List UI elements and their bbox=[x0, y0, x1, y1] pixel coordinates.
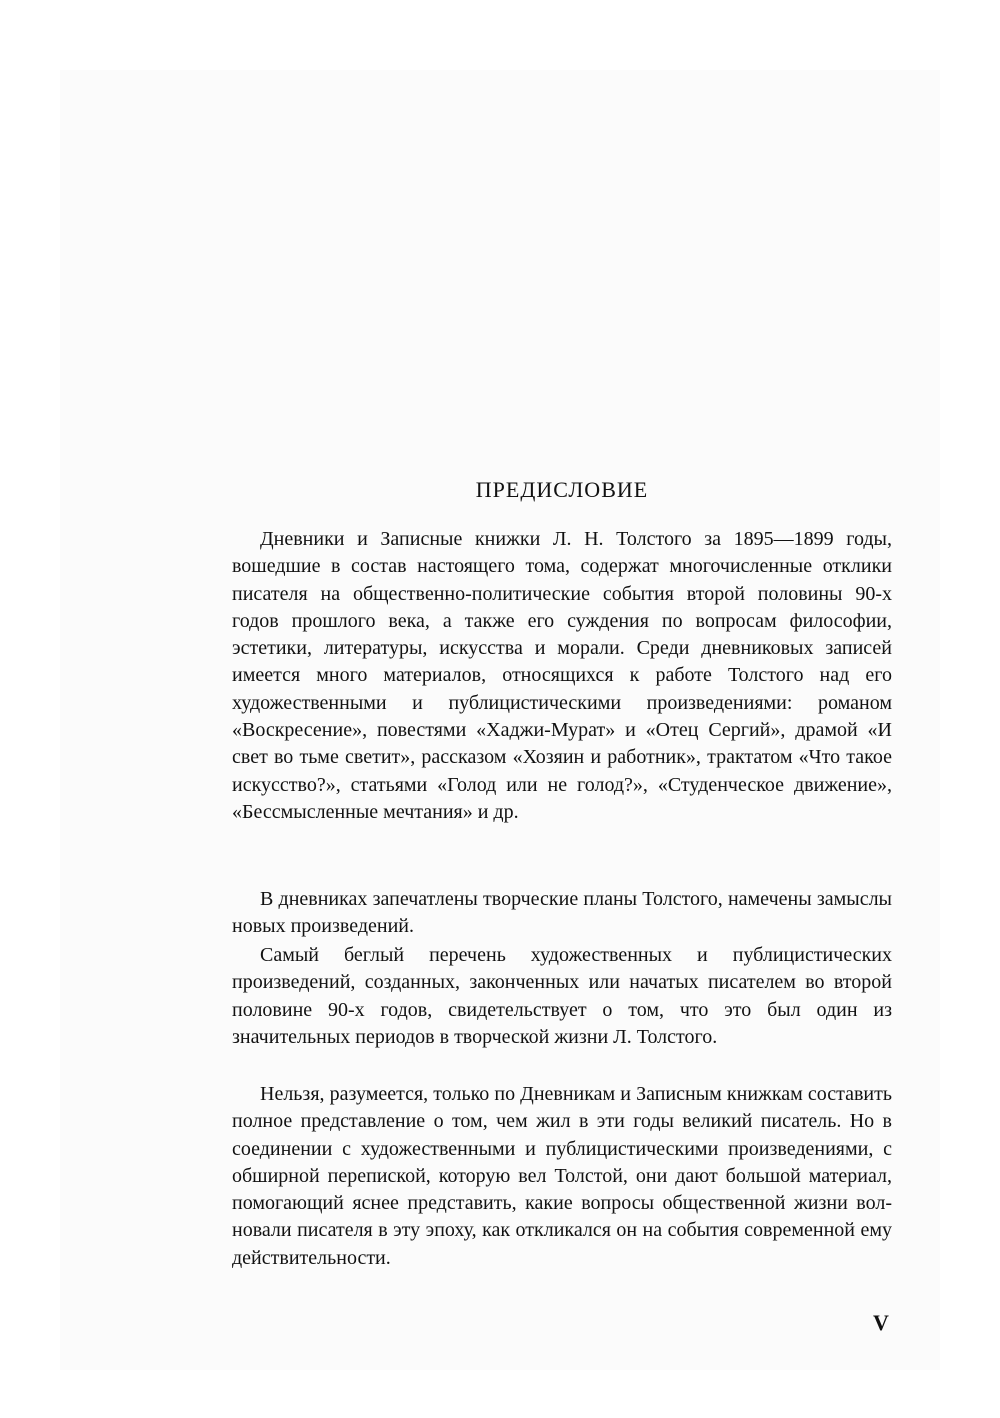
page-title: ПРЕДИСЛОВИЕ bbox=[475, 477, 649, 502]
paragraph-4: Нельзя, разумеется, только по Дневникам и Записным книжкам составить полное представление о том, чем жил в эти годы великий писатель. Но в соединении с художественными и публицистическими произведениями, с обширной перепиской, которую вел Толстой, они дают большой материал, помогающий яснее представить, какие вопросы общественной жизни волновали писателя в эту эпоху, как откликался он на события современной ему действительности. bbox=[232, 1083, 892, 1269]
paragraph-1: Дневники и Записные книжки Л. Н. Толстого за 1895—1899 годы, вошедшие в состав настоящего тома, содержат многочисленные отклики писателя на общественно-политические события второй половины 90-х годов прошлого века, а также его суждения по вопросам философии, эстетики, литературы, искусства и морали. Среди дневниковых записей имеется много материалов, относящихся к работе Толстого над его художественными и публицистическими произведениями: романом «Воскресение», повестями «Хаджи-Мурат» и «Отец Сергий», драмой «И свет во тьме светит», рассказом «Хозяин и работник», трактатом «Что такое искусство?», статьями «Голод или не голод?», «Студенческое движение», «Бессмысленные мечтания» и др. bbox=[232, 528, 892, 823]
paragraph-3: Самый беглый перечень художественных и публицистических произведений, созданных, законченных или начатых писателем во второй половине 90-х годов, свидетельствует о том, что это был один из значительных периодов в творческой жизни Л. Толстого. bbox=[232, 944, 892, 1048]
book-page bbox=[60, 70, 940, 1370]
paragraph-2: В дневниках запечатлены творческие планы Толстого, намечены замыслы новых произведений. bbox=[232, 888, 892, 938]
page-number: V bbox=[873, 1310, 889, 1335]
